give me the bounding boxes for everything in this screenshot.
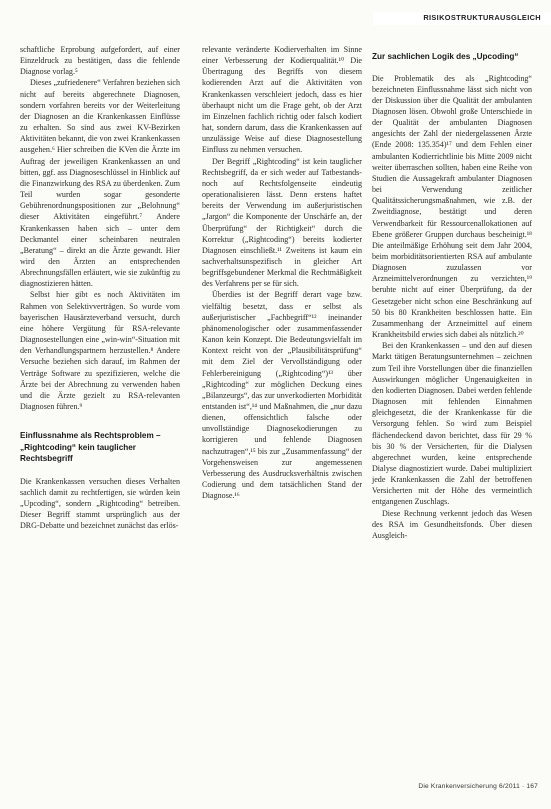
- text-column-3: [372, 44, 532, 541]
- page-footer: Die Krankenversicherung 6/2011 · 167: [418, 783, 538, 790]
- paragraph: Diese Rechnung verkennt jedoch das Wesen des RSA im Gesundheitsfonds. Über diesen Ausgleich-: [372, 508, 532, 540]
- section-subheading: Einflussnahme als Rechtsproblem – „Rightcoding“ kein tauglicher Rechtsbegriff: [20, 431, 161, 464]
- section-label: RISIKOSTRUKTURAUSGLEICH: [423, 13, 541, 22]
- paragraph: Selbst hier gibt es noch Aktivitäten im Rahmen von Selektivverträgen. So wurde vom bayerischen Hausärzteverband versucht, durch eine höhere Vergütung für RSA-relevante Diagnosestellungen eine „win-win“-Situation mit den Verhandlungspartnern herzustellen.⁸ Andere Versuche beziehen sich darauf, im Rahmen der Verträge Software zu spezifizieren, welche die Ärzte bei der Abrechnung zu verwenden haben und die Ärzte gezielt zu RSA-relevanten Diagnosen führen.⁹: [20, 290, 180, 411]
- paragraph: schaftliche Erprobung aufgefordert, auf einer Einzeldruck zu bestätigen, dass die fehlende Diagnose vorlag.⁵: [20, 45, 180, 77]
- section-subheading: Zur sachlichen Logik des „Upcoding“: [372, 52, 519, 61]
- text-column-1: [20, 44, 180, 531]
- text-column-2: [202, 44, 362, 501]
- paragraph: Der Begriff „Rightcoding“ ist kein tauglicher Rechtsbegriff, da er sich weder auf Tatbestands- noch auf Rechtsfolgenseite eindeutig operationalisieren lässt. Denn erstens haftet bereits der Verwendung im außerjuristischen „Jargon“ die Komponente der Unschärfe an, der Überprüfung“ der Richtigkeit“ durch die Korrektur („Rightcoding“) bereits kodierter Diagnosen einschließt.¹¹ Zweitens ist kaum ein sachverhaltsunspezifisch in gleicher Art begriffsgebundener Merkmal die Rechtmäßigkeit des Verfahrens per se für sich.: [202, 156, 362, 289]
- paragraph: Die Problematik des als „Rightcoding“ bezeichneten Einflussnahme lässt sich nicht von der Diskussion über die Qualität der ambulanten Diagnosen lösen. Obwohl große Unterschiede in der Qualität der ambulanten Diagnosen angesichts der Zahl der niedergelassenen Ärzte (Ende 2008: 135.354)¹⁷ und dem Fehlen einer ambulanten Kodierrichtlinie bis Mitte 2009 nicht weiter überraschen sollten, haben eine Reihe von Studien die Aussagekraft ambulanter Diagnosen bei Verwendung zeitlicher Qualitätssicherungsmaßnahmen, wie z.B. der Zweitdiagnose, bestätigt und deren Verwendbarkeit für Ressourcenallokationen auf Ebene größerer Gruppen durchaus bescheinigt.¹⁸ Die anteilmäßige Erhöhung seit dem Jahr 2004, beim morbiditätsorientierten RSA auf ambulante Diagnosen zuzulassen vor Arzneimittelverordnungen zu verzichten,¹⁹ beruhte nicht auf einer Überprüfung, da der Gesetzgeber nicht schon eine Beschränkung auf 50 bis 80 Krankheiten beschlossen hatte. Ein Zusammenhang der Arzneimittel auf einem Krankheitsbild erwies sich dabei als nützlich.²⁰: [372, 73, 532, 340]
- paragraph: relevante veränderte Kodierverhalten im Sinne einer Verbesserung der Kodierqualität.¹⁰ Die Übertragung des Begriffs von diesem kodierenden Arzt auf die Aktivitäten von Krankenkassen verschleiert jedoch, dass es hier überhaupt nicht um die Frage geht, ob der Arzt im Einzelnen fachlich richtig oder falsch kodiert hat, sondern darum, dass die Krankenkassen auf unzulässige Weise auf diese Diagnosestellung Einfluss zu nehmen versuchen.: [202, 45, 362, 155]
- paragraph: Die Krankenkassen versuchen dieses Verhalten sachlich damit zu rechtfertigen, sie würden kein „Upcoding“, sondern „Rightcoding“ betreiben. Dieser Begriff stammt ursprünglich aus der DRG-Debatte und bezeichnet zunächst das erlös-: [20, 476, 180, 531]
- paragraph: Dieses „zufriedenere“ Verfahren beziehen sich nicht auf bereits abgerechnete Diagnosen, sondern vorfahren bereits vor der Weiterleitung der Diagnosen an die Krankenkassen Einflüsse zu erhalten. So sind aus zwei KV-Bezirken Aktivitäten bekannt, die von zwei Krankenkassen ausgehen.⁶ Hier schreiben die KVen die Ärzte im Auftrag der jeweiligen Krankenkassen an und bitten, ggf. ass Diagnoseschlüssel in Hinblick auf die Finanzwirkung des RSA zu überdenken. Zum Teil wurden sogar gesonderte Gebührenordnungspositionen zur „Belohnung“ dieser Aktivitäten eingeführt.⁷ Andere Krankenkassen haben sich – unter dem Deckmantel einer scheinbaren neutralen „Beratung“ – direkt an die Ärzte gewandt. Hier wird den Ärzten an entsprechenden Abrechnungsfällen erläutert, wie sie zukünftig zu diagnostizieren hätten.: [20, 78, 180, 289]
- paragraph: Bei den Krankenkassen – und den auf diesen Markt tätigen Beratungsunternehmen – zeichnen zum Teil ihre Vorstellungen über die finanziellen Auswirkungen möglicher Ungenauigkeiten in den kodierten Diagnosen. Dabei werden fehlende Diagnosen mit fehlenden Einnahmen gleichgesetzt, die der Krankenkasse für die Versorgung fehlen. So wird zum Beispiel flächendeckend davon berichtet, dass für 29 % bis 30 % der Versicherten, für die Dialysen abgerechnet wurden, keine entsprechende Dialyse diagnostiziert wurde. Dabei multipliziert jede Krankenkassen die Zahl der betroffenen Versicherten mit der Höhe des vermeintlich entgangenen Zuschlags.: [372, 341, 532, 507]
- paragraph: Überdies ist der Begriff derart vage bzw. vielfältig besetzt, dass er selbst als außerjuristischer „Fachbegriff“¹² ineinander phänomenologischer oder zusammenfassender Kanon kein Konzept. Die Bedeutungsvielfalt im Kontext reicht von der „Plausibilitätsprüfung“ mit dem Ziel der Vervollständigung oder Fehlerbereinigung („Rightcoding“)¹³ über „Rightcoding“ zur möglichen Deckung eines „Bilanzeurgs“, das zur unverkodierten Morbidität entstanden ist“,¹⁴ und Maßnahmen, die „nur dazu dienen, offensichtlich falsche oder unvollständige Diagnosekodierungen zu korrigieren und fehlende Diagnosen nachzutragen“,¹⁵ bis zur „Zusammenfassung“ der Vorgehensweisen zur angemessenen Verbesserung des Ausdrucksverhältnis zwischen Codierung und dem tatsächlichen Stand der Diagnose.¹⁶: [202, 290, 362, 501]
